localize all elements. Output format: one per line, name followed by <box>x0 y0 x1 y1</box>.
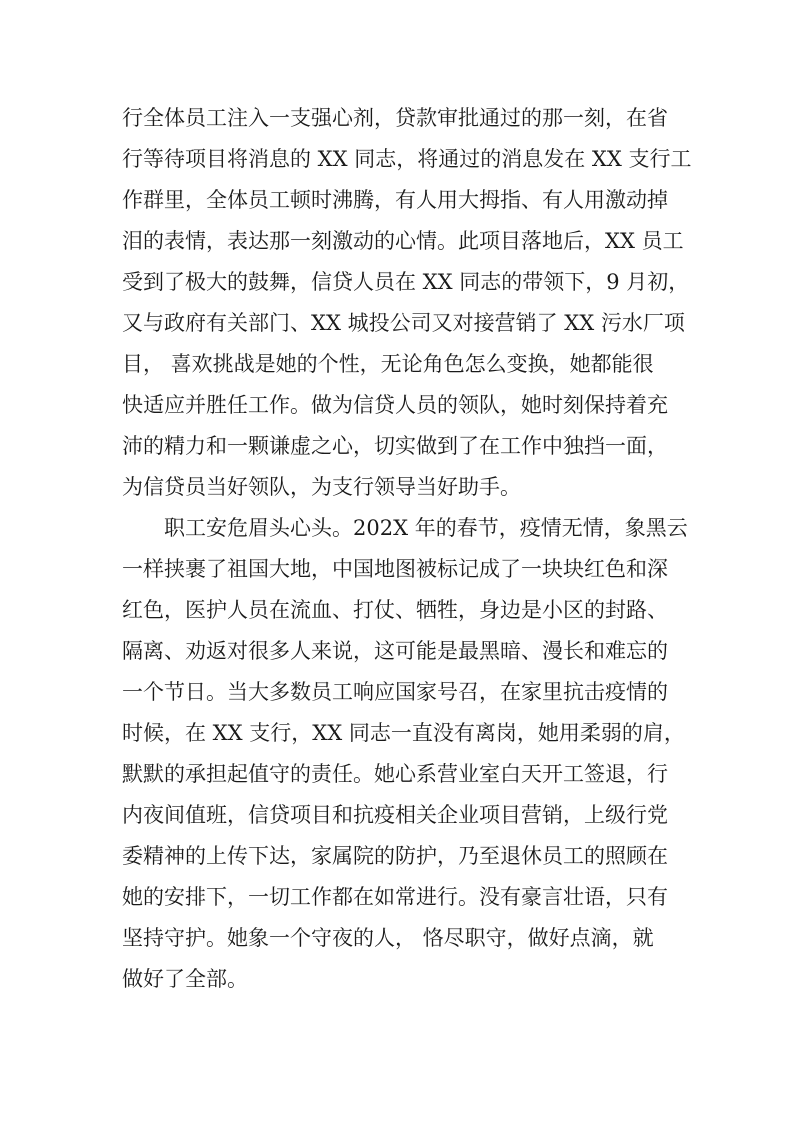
paragraph-1 <box>122 98 692 508</box>
text-line: 沛的精力和一颗谦虚之心，切实做到了在工作中独挡一面， <box>122 434 668 458</box>
text-line: 又与政府有关部门、XX 城投公司又对接营销了 XX 污水厂项 <box>122 311 685 335</box>
text-line: 受到了极大的鼓舞，信贷人员在 XX 同志的带领下，9 月初， <box>122 270 690 294</box>
text-line: 委精神的上传下达，家属院的防护，乃至退休员工的照顾在 <box>122 844 668 868</box>
text-line: 目， 喜欢挑战是她的个性，无论角色怎么变换，她都能很 <box>122 352 654 376</box>
text-line: 时候，在 XX 支行，XX 同志一直没有离岗，她用柔弱的肩， <box>122 721 685 745</box>
text-line: 一样挟裹了祖国大地，中国地图被标记成了一块块红色和深 <box>122 557 668 581</box>
text-line: 红色，医护人员在流血、打仗、牺牲，身边是小区的封路、 <box>122 598 668 622</box>
text-line: 默默的承担起值守的责任。她心系营业室白天开工签退，行 <box>122 762 668 786</box>
text-line: 做好了全部。 <box>122 967 248 991</box>
paragraph-2 <box>122 508 692 1000</box>
body-text <box>122 98 692 1000</box>
text-line: 为信贷员当好领队，为支行领导当好助手。 <box>122 475 521 499</box>
text-line: 职工安危眉头心头。202X 年的春节，疫情无情，象黑云 <box>164 516 688 540</box>
text-line: 内夜间值班，信贷项目和抗疫相关企业项目营销，上级行党 <box>122 803 668 827</box>
text-line: 行全体员工注入一支强心剂，贷款审批通过的那一刻，在省 <box>122 106 668 130</box>
text-line: 隔离、劝返对很多人来说，这可能是最黑暗、漫长和难忘的 <box>122 639 668 663</box>
text-line: 坚持守护。她象一个守夜的人， 恪尽职守，做好点滴，就 <box>122 926 654 950</box>
text-line: 作群里，全体员工顿时沸腾，有人用大拇指、有人用激动掉 <box>122 188 668 212</box>
text-line: 她的安排下，一切工作都在如常进行。没有豪言壮语，只有 <box>122 885 668 909</box>
text-line: 一个节日。当大多数员工响应国家号召，在家里抗击疫情的 <box>122 680 668 704</box>
text-line: 快适应并胜任工作。做为信贷人员的领队，她时刻保持着充 <box>122 393 668 417</box>
text-line: 泪的表情，表达那一刻激动的心情。此项目落地后，XX 员工 <box>122 229 684 253</box>
text-line: 行等待项目将消息的 XX 同志，将通过的消息发在 XX 支行工 <box>122 147 692 171</box>
